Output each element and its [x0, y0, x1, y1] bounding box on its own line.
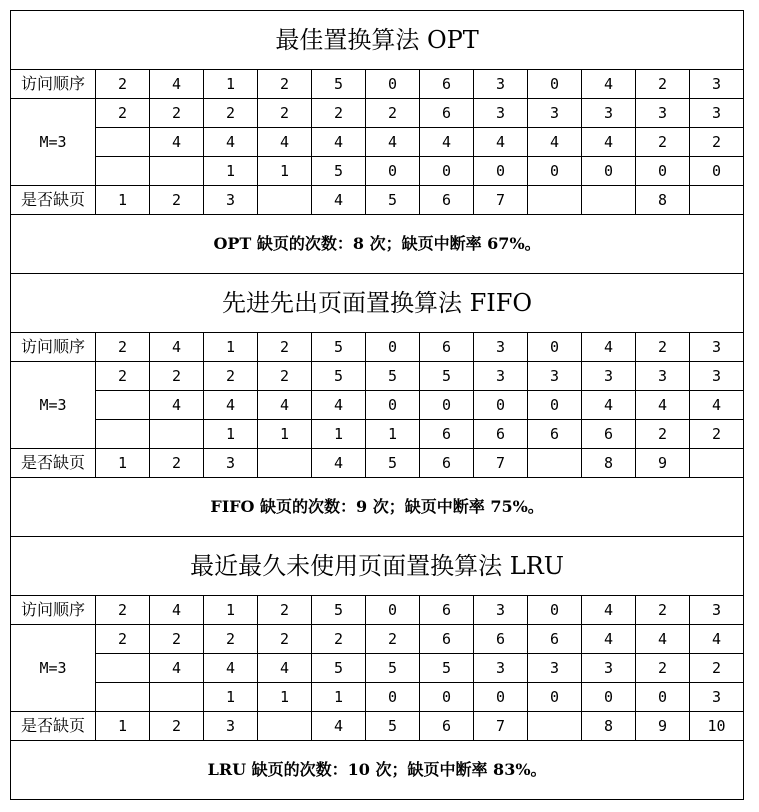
- opt-summary-row: [11, 215, 744, 274]
- access-order-label: 访问顺序: [11, 70, 96, 99]
- opt-frame-row-3: [11, 157, 744, 186]
- frame-cell: 6: [474, 625, 528, 654]
- opt-title: 最佳置换算法 OPT: [11, 11, 744, 70]
- fault-cell: 3: [204, 186, 258, 215]
- lru-frame-row-2: [11, 654, 744, 683]
- frame-cell: 4: [204, 128, 258, 157]
- frame-cell: 2: [96, 625, 150, 654]
- frame-cell: 2: [204, 362, 258, 391]
- frame-cell: 4: [150, 654, 204, 683]
- fault-cell: 2: [150, 712, 204, 741]
- frame-cell: 0: [582, 157, 636, 186]
- page-fault-label: 是否缺页: [11, 712, 96, 741]
- opt-frame-row-1: [11, 99, 744, 128]
- frame-cell: 5: [312, 654, 366, 683]
- access-cell: 2: [258, 70, 312, 99]
- fault-cell: 2: [150, 186, 204, 215]
- opt-fault-row: [11, 186, 744, 215]
- fault-cell: 7: [474, 449, 528, 478]
- access-cell: 3: [474, 596, 528, 625]
- frame-cell: 4: [150, 128, 204, 157]
- frame-cell: 0: [528, 391, 582, 420]
- frame-cell: 1: [258, 157, 312, 186]
- frame-cell: [150, 157, 204, 186]
- frame-cell: 0: [474, 391, 528, 420]
- frame-cell: 2: [312, 99, 366, 128]
- frame-cell: 0: [366, 683, 420, 712]
- lru-summary: LRU 缺页的次数：10 次；缺页中断率 83%。: [11, 741, 744, 800]
- fault-cell: 8: [582, 449, 636, 478]
- fifo-summary-row: [11, 478, 744, 537]
- frame-cell: 5: [420, 654, 474, 683]
- lru-frame-row-3: [11, 683, 744, 712]
- fifo-frame-row-3: [11, 420, 744, 449]
- access-cell: 3: [690, 596, 744, 625]
- frame-cell: 6: [420, 625, 474, 654]
- frame-cell: 3: [582, 362, 636, 391]
- fault-cell: 8: [636, 186, 690, 215]
- frame-cell: 3: [528, 362, 582, 391]
- access-cell: 2: [96, 70, 150, 99]
- frame-cell: 2: [690, 128, 744, 157]
- fifo-frame-row-2: [11, 391, 744, 420]
- fault-cell: [528, 186, 582, 215]
- access-cell: 4: [150, 70, 204, 99]
- access-cell: 6: [420, 596, 474, 625]
- frame-cell: 2: [636, 128, 690, 157]
- frame-cell: 4: [420, 128, 474, 157]
- frame-cell: [150, 420, 204, 449]
- frame-cell: 6: [420, 420, 474, 449]
- frame-cell: 3: [690, 362, 744, 391]
- fault-cell: 1: [96, 449, 150, 478]
- opt-access-row: [11, 70, 744, 99]
- opt-title-row: [11, 11, 744, 70]
- fault-cell: 6: [420, 712, 474, 741]
- frame-cell: 4: [582, 128, 636, 157]
- frame-cell: 4: [582, 391, 636, 420]
- frame-cell: 5: [366, 654, 420, 683]
- frame-cell: 1: [366, 420, 420, 449]
- frame-cell: 2: [96, 362, 150, 391]
- access-cell: 1: [204, 333, 258, 362]
- frame-cell: 4: [204, 391, 258, 420]
- fault-cell: [258, 186, 312, 215]
- fifo-access-row: [11, 333, 744, 362]
- lru-frame-row-1: [11, 625, 744, 654]
- page-fault-label: 是否缺页: [11, 449, 96, 478]
- frame-cell: 0: [528, 683, 582, 712]
- fault-cell: 10: [690, 712, 744, 741]
- fault-cell: 8: [582, 712, 636, 741]
- access-cell: 0: [528, 333, 582, 362]
- access-cell: 1: [204, 596, 258, 625]
- frame-cell: 0: [474, 157, 528, 186]
- frame-cell: 4: [258, 654, 312, 683]
- fault-cell: 6: [420, 449, 474, 478]
- fault-cell: 9: [636, 712, 690, 741]
- access-cell: 5: [312, 70, 366, 99]
- fault-cell: 9: [636, 449, 690, 478]
- frame-cell: 5: [366, 362, 420, 391]
- frame-cell: [96, 654, 150, 683]
- memory-frames-label: M=3: [11, 362, 96, 449]
- access-cell: 3: [474, 70, 528, 99]
- access-cell: 2: [636, 333, 690, 362]
- frame-cell: 0: [636, 683, 690, 712]
- frame-cell: 2: [366, 99, 420, 128]
- frame-cell: 1: [204, 157, 258, 186]
- frame-cell: 6: [420, 99, 474, 128]
- fault-cell: 7: [474, 712, 528, 741]
- lru-fault-row: [11, 712, 744, 741]
- lru-access-row: [11, 596, 744, 625]
- frame-cell: 6: [582, 420, 636, 449]
- frame-cell: 4: [474, 128, 528, 157]
- frame-cell: 2: [258, 99, 312, 128]
- frame-cell: 2: [366, 625, 420, 654]
- frame-cell: 2: [636, 654, 690, 683]
- fault-cell: [582, 186, 636, 215]
- fault-cell: 2: [150, 449, 204, 478]
- fifo-frame-row-1: [11, 362, 744, 391]
- fault-cell: 4: [312, 712, 366, 741]
- frame-cell: 4: [690, 625, 744, 654]
- frame-cell: 2: [96, 99, 150, 128]
- frame-cell: 3: [474, 362, 528, 391]
- frame-cell: [96, 391, 150, 420]
- access-cell: 6: [420, 70, 474, 99]
- frame-cell: 5: [312, 362, 366, 391]
- frame-cell: 3: [474, 99, 528, 128]
- frame-cell: 0: [582, 683, 636, 712]
- frame-cell: 3: [582, 654, 636, 683]
- frame-cell: 4: [258, 391, 312, 420]
- access-cell: 0: [366, 333, 420, 362]
- frame-cell: 4: [312, 128, 366, 157]
- frame-cell: 0: [420, 157, 474, 186]
- frame-cell: 2: [258, 362, 312, 391]
- frame-cell: [150, 683, 204, 712]
- frame-cell: [96, 157, 150, 186]
- frame-cell: 4: [636, 625, 690, 654]
- fault-cell: 4: [312, 449, 366, 478]
- access-cell: 4: [150, 333, 204, 362]
- access-cell: 0: [528, 70, 582, 99]
- frame-cell: 3: [528, 654, 582, 683]
- frame-cell: 3: [636, 99, 690, 128]
- frame-cell: 0: [474, 683, 528, 712]
- frame-cell: 4: [150, 391, 204, 420]
- frame-cell: 6: [474, 420, 528, 449]
- frame-cell: 3: [690, 683, 744, 712]
- frame-cell: 5: [312, 157, 366, 186]
- fault-cell: 1: [96, 712, 150, 741]
- frame-cell: 2: [150, 625, 204, 654]
- page-fault-label: 是否缺页: [11, 186, 96, 215]
- access-cell: 2: [636, 596, 690, 625]
- replacement-table: [10, 10, 744, 800]
- fault-cell: 7: [474, 186, 528, 215]
- frame-cell: 6: [528, 420, 582, 449]
- access-cell: 4: [582, 596, 636, 625]
- access-cell: 6: [420, 333, 474, 362]
- lru-title-row: [11, 537, 744, 596]
- frame-cell: 3: [636, 362, 690, 391]
- frame-cell: 2: [690, 420, 744, 449]
- frame-cell: 2: [258, 625, 312, 654]
- access-cell: 2: [636, 70, 690, 99]
- fault-cell: 5: [366, 186, 420, 215]
- frame-cell: 4: [528, 128, 582, 157]
- fault-cell: [258, 712, 312, 741]
- fault-cell: [690, 449, 744, 478]
- frame-cell: 3: [690, 99, 744, 128]
- access-cell: 4: [582, 333, 636, 362]
- access-cell: 2: [258, 333, 312, 362]
- memory-frames-label: M=3: [11, 625, 96, 712]
- frame-cell: 2: [636, 420, 690, 449]
- fault-cell: 3: [204, 712, 258, 741]
- access-cell: 4: [150, 596, 204, 625]
- lru-title: 最近最久未使用页面置换算法 LRU: [11, 537, 744, 596]
- access-cell: 3: [690, 70, 744, 99]
- fifo-title-row: [11, 274, 744, 333]
- frame-cell: 0: [366, 391, 420, 420]
- access-cell: 0: [366, 70, 420, 99]
- fifo-summary: FIFO 缺页的次数：9 次；缺页中断率 75%。: [11, 478, 744, 537]
- fault-cell: [690, 186, 744, 215]
- memory-frames-label: M=3: [11, 99, 96, 186]
- frame-cell: 6: [528, 625, 582, 654]
- access-cell: 1: [204, 70, 258, 99]
- frame-cell: 0: [528, 157, 582, 186]
- fault-cell: 6: [420, 186, 474, 215]
- access-cell: 3: [690, 333, 744, 362]
- frame-cell: 4: [258, 128, 312, 157]
- fault-cell: 1: [96, 186, 150, 215]
- frame-cell: 1: [258, 683, 312, 712]
- opt-summary: OPT 缺页的次数：8 次；缺页中断率 67%。: [11, 215, 744, 274]
- frame-cell: 2: [204, 99, 258, 128]
- access-order-label: 访问顺序: [11, 596, 96, 625]
- fault-cell: [528, 449, 582, 478]
- access-order-label: 访问顺序: [11, 333, 96, 362]
- frame-cell: 3: [474, 654, 528, 683]
- access-cell: 2: [96, 333, 150, 362]
- frame-cell: 1: [204, 420, 258, 449]
- frame-cell: 2: [150, 362, 204, 391]
- frame-cell: [96, 128, 150, 157]
- frame-cell: 2: [690, 654, 744, 683]
- fault-cell: [528, 712, 582, 741]
- frame-cell: 2: [150, 99, 204, 128]
- page-replacement-document: [10, 10, 743, 800]
- frame-cell: [96, 683, 150, 712]
- frame-cell: 3: [582, 99, 636, 128]
- frame-cell: 0: [636, 157, 690, 186]
- fault-cell: 5: [366, 449, 420, 478]
- frame-cell: [96, 420, 150, 449]
- fault-cell: [258, 449, 312, 478]
- access-cell: 0: [528, 596, 582, 625]
- frame-cell: 1: [204, 683, 258, 712]
- opt-frame-row-2: [11, 128, 744, 157]
- access-cell: 5: [312, 596, 366, 625]
- frame-cell: 4: [204, 654, 258, 683]
- fault-cell: 5: [366, 712, 420, 741]
- fault-cell: 4: [312, 186, 366, 215]
- access-cell: 3: [474, 333, 528, 362]
- fifo-fault-row: [11, 449, 744, 478]
- access-cell: 2: [96, 596, 150, 625]
- frame-cell: 3: [528, 99, 582, 128]
- frame-cell: 4: [366, 128, 420, 157]
- frame-cell: 5: [420, 362, 474, 391]
- fifo-title: 先进先出页面置换算法 FIFO: [11, 274, 744, 333]
- access-cell: 5: [312, 333, 366, 362]
- frame-cell: 2: [312, 625, 366, 654]
- frame-cell: 0: [420, 391, 474, 420]
- access-cell: 4: [582, 70, 636, 99]
- frame-cell: 2: [204, 625, 258, 654]
- frame-cell: 4: [312, 391, 366, 420]
- frame-cell: 4: [582, 625, 636, 654]
- frame-cell: 1: [258, 420, 312, 449]
- frame-cell: 4: [636, 391, 690, 420]
- access-cell: 2: [258, 596, 312, 625]
- frame-cell: 4: [690, 391, 744, 420]
- frame-cell: 0: [366, 157, 420, 186]
- frame-cell: 1: [312, 420, 366, 449]
- lru-summary-row: [11, 741, 744, 800]
- access-cell: 0: [366, 596, 420, 625]
- frame-cell: 1: [312, 683, 366, 712]
- frame-cell: 0: [420, 683, 474, 712]
- fault-cell: 3: [204, 449, 258, 478]
- frame-cell: 0: [690, 157, 744, 186]
